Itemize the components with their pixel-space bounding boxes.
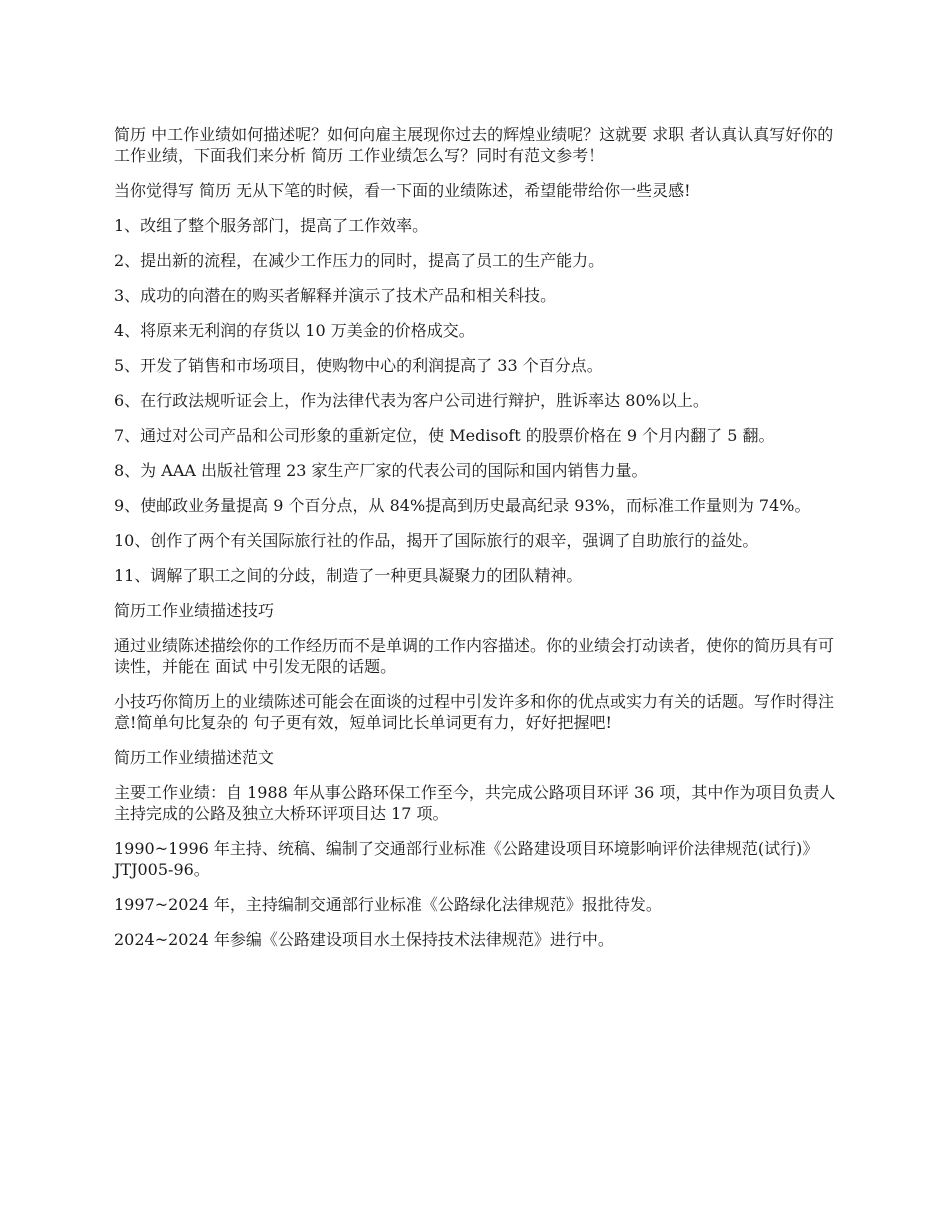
achievement-item: 1、改组了整个服务部门，提高了工作效率。 (114, 216, 429, 235)
achievement-item: 9、使邮政业务量提高 9 个百分点，从 84%提高到历史最高纪录 93%，而标准工作量则为 74%。 (114, 496, 811, 515)
document-body (114, 124, 842, 964)
achievement-item: 11、调解了职工之间的分歧，制造了一种更具凝聚力的团队精神。 (114, 566, 583, 585)
tips-paragraph: 小技巧你简历上的业绩陈述可能会在面谈的过程中引发许多和你的优点或实力有关的话题。写作时得注意!简单句比复杂的 句子更有效，短单词比长单词更有力，好好把握吧! (114, 692, 835, 732)
achievement-item: 3、成功的向潜在的购买者解释并演示了技术产品和相关科技。 (114, 286, 557, 305)
example-paragraph: 2024~2024 年参编《公路建设项目水土保持技术法律规范》进行中。 (114, 930, 614, 949)
example-paragraph: 主要工作业绩：自 1988 年从事公路环保工作至今，共完成公路项目环评 36 项，其中作为项目负责人主持完成的公路及独立大桥环评项目达 17 项。 (114, 783, 836, 823)
achievement-item: 5、开发了销售和市场项目，使购物中心的利润提高了 33 个百分点。 (114, 356, 603, 375)
intro-paragraph: 当你觉得写 简历 无从下笔的时候，看一下面的业绩陈述，希望能带给你一些灵感! (114, 181, 691, 200)
intro-paragraph: 简历 中工作业绩如何描述呢？如何向雇主展现你过去的辉煌业绩呢？这就要 求职 者认真认真写好你的工作业绩，下面我们来分析 简历 工作业绩怎么写？同时有范文参考！ (114, 125, 834, 165)
example-paragraph: 1990~1996 年主持、统稿、编制了交通部行业标准《公路建设项目环境影响评价法律规范(试行)》JTJ005-96。 (114, 839, 819, 879)
achievement-item: 10、创作了两个有关国际旅行社的作品，揭开了国际旅行的艰辛，强调了自助旅行的益处。 (114, 531, 759, 550)
section-heading-example: 简历工作业绩描述范文 (114, 748, 275, 767)
achievement-item: 2、提出新的流程，在减少工作压力的同时，提高了员工的生产能力。 (114, 251, 605, 270)
tips-paragraph: 通过业绩陈述描绘你的工作经历而不是单调的工作内容描述。你的业绩会打动读者，使你的简历具有可读性，并能在 面试 中引发无限的话题。 (114, 636, 835, 676)
section-heading-tips: 简历工作业绩描述技巧 (114, 601, 275, 620)
achievement-item: 8、为 AAA 出版社管理 23 家生产厂家的代表公司的国际和国内销售力量。 (114, 461, 648, 480)
achievement-item: 6、在行政法规听证会上，作为法律代表为客户公司进行辩护，胜诉率达 80%以上。 (114, 391, 709, 410)
achievement-item: 7、通过对公司产品和公司形象的重新定位，使 Medisoft 的股票价格在 9 个月内翻了 5 翻。 (114, 426, 775, 445)
example-paragraph: 1997~2024 年，主持编制交通部行业标准《公路绿化法律规范》报批待发。 (114, 895, 662, 914)
achievement-item: 4、将原来无利润的存货以 10 万美金的价格成交。 (114, 321, 475, 340)
